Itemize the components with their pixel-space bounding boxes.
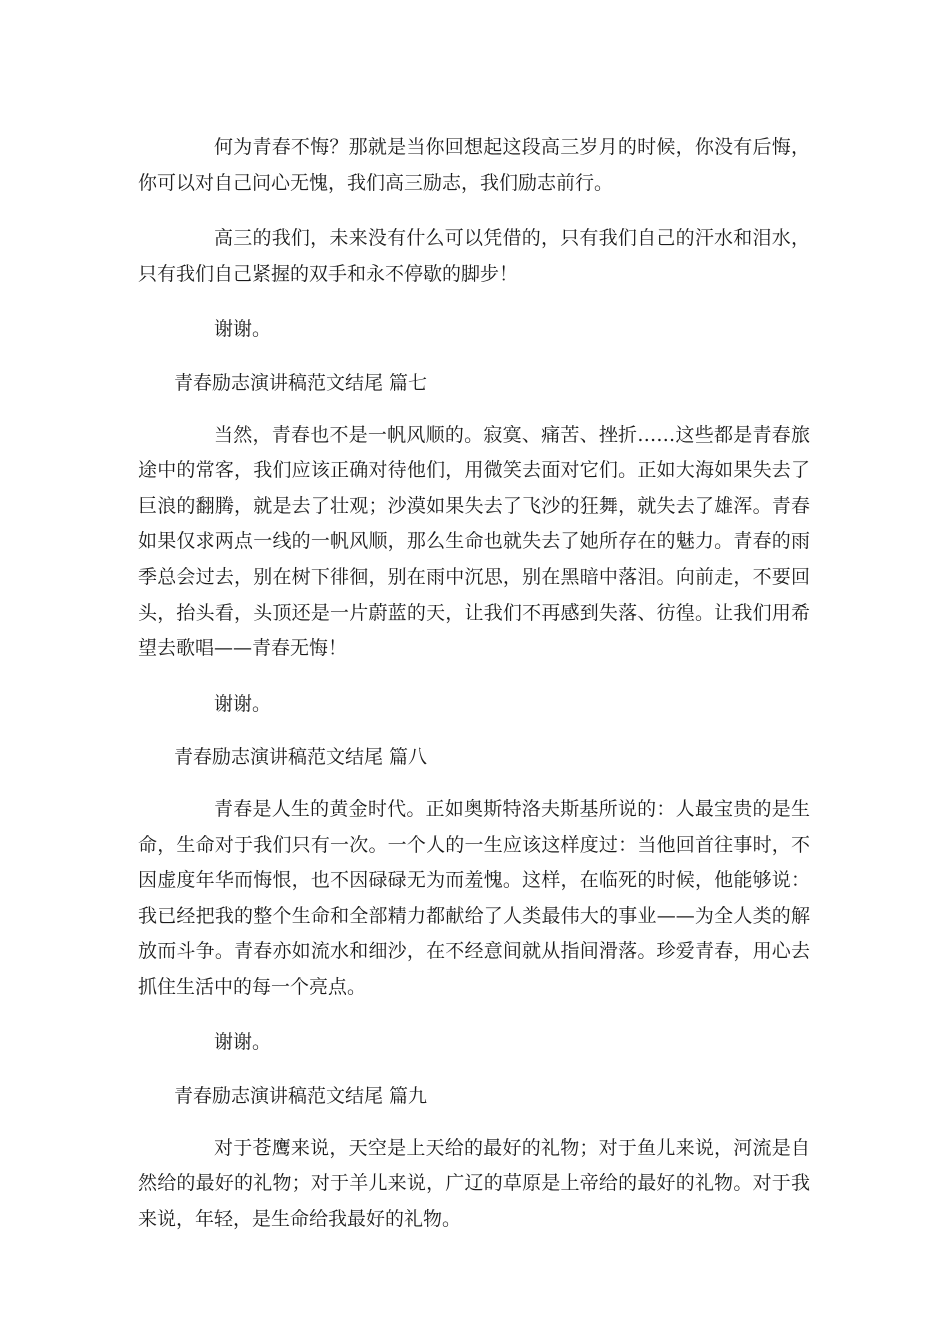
paragraph: 青春是人生的黄金时代。正如奥斯特洛夫斯基所说的：人最宝贵的是生命，生命对于我们只有一次。一个人的一生应该这样度过：当他回首往事时，不因虚度年华而悔恨，也不因碌碌无为而羞愧。这样，在临死的时候，他能够说：我已经把我的整个生命和全部精力都献给了人类最伟大的事业——为全人类的解放而斗争。青春亦如流水和细沙，在不经意间就从指间滑落。珍爱青春，用心去抓住生活中的每一个亮点。 [138, 797, 810, 998]
paragraph: 高三的我们，未来没有什么可以凭借的，只有我们自己的汗水和泪水，只有我们自己紧握的双手和永不停歇的脚步！ [138, 227, 810, 285]
closing-thanks: 谢谢。 [214, 1031, 272, 1054]
section-heading: 青春励志演讲稿范文结尾 篇九 [174, 1085, 428, 1108]
closing-thanks: 谢谢。 [214, 692, 272, 715]
paragraph: 何为青春不悔？那就是当你回想起这段高三岁月的时候，你没有后悔，你可以对自己问心无愧，我们高三励志，我们励志前行。 [138, 136, 810, 194]
document-page [138, 130, 810, 1257]
section-heading: 青春励志演讲稿范文结尾 篇八 [174, 746, 428, 769]
section-heading: 青春励志演讲稿范文结尾 篇七 [174, 371, 428, 394]
closing-thanks: 谢谢。 [214, 318, 272, 341]
paragraph: 当然，青春也不是一帆风顺的。寂寞、痛苦、挫折……这些都是青春旅途中的常客，我们应该正确对待他们，用微笑去面对它们。正如大海如果失去了巨浪的翻腾，就是去了壮观；沙漠如果失去了飞沙的狂舞，就失去了雄浑。青春如果仅求两点一线的一帆风顺，那么生命也就失去了她所存在的魅力。青春的雨季总会过去，别在树下徘徊，别在雨中沉思，别在黑暗中落泪。向前走，不要回头，抬头看，头顶还是一片蔚蓝的天，让我们不再感到失落、彷徨。让我们用希望去歌唱——青春无悔！ [138, 423, 810, 660]
paragraph: 对于苍鹰来说，天空是上天给的最好的礼物；对于鱼儿来说，河流是自然给的最好的礼物；对于羊儿来说，广辽的草原是上帝给的最好的礼物。对于我来说，年轻，是生命给我最好的礼物。 [138, 1136, 810, 1230]
